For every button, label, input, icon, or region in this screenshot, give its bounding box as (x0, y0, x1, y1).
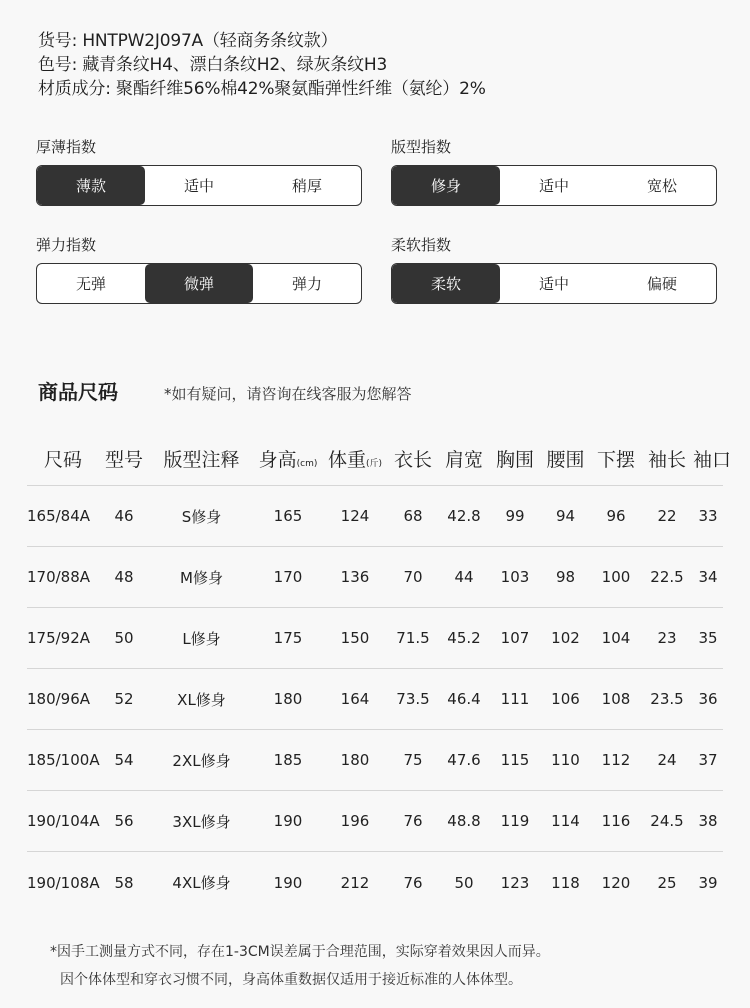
thickness-option-thin: 薄款 (37, 166, 145, 205)
cell-hem: 116 (601, 812, 631, 830)
cell-chest: 111 (500, 690, 530, 708)
cell-size: 165/84A (27, 507, 91, 525)
cell-hem: 120 (601, 873, 631, 892)
cell-sleeve-length: 22.5 (650, 568, 684, 586)
fit-selector (391, 165, 717, 206)
cell-cuff: 38 (698, 812, 718, 830)
cell-weight: 150 (340, 629, 370, 647)
cell-sleeve-length: 23 (657, 629, 677, 647)
cell-height: 180 (273, 690, 303, 708)
thickness-option-medium: 适中 (183, 177, 214, 195)
cell-chest: 115 (500, 751, 530, 769)
cell-shoulder: 46.4 (447, 690, 481, 708)
cell-chest: 119 (500, 812, 530, 830)
cell-cuff: 37 (698, 751, 718, 769)
header-hem: 下摆 (596, 449, 635, 471)
cell-fit-note: XL修身 (177, 690, 226, 709)
index-label: 柔软指数 (391, 236, 452, 254)
material-composition: 材质成分: 聚酯纤维56%棉42%聚氨酯弹性纤维（氨纶）2% (38, 79, 486, 99)
color-number: 色号: 藏青条纹H4、漂白条纹H2、绿灰条纹H3 (38, 55, 388, 75)
cell-length: 73.5 (396, 690, 430, 708)
size-section-header (38, 376, 412, 405)
cell-model: 52 (114, 690, 134, 708)
cell-shoulder: 48.8 (447, 812, 481, 830)
cell-hem: 100 (601, 568, 631, 586)
cell-hem: 104 (601, 629, 631, 647)
table-row (27, 486, 723, 547)
cell-fit-note: M修身 (180, 568, 223, 587)
cell-shoulder: 45.2 (447, 629, 481, 647)
cell-model: 58 (114, 873, 134, 892)
cell-fit-note: 4XL修身 (172, 874, 231, 892)
index-label: 版型指数 (391, 138, 452, 156)
cell-height: 185 (273, 751, 303, 769)
fit-option-regular: 适中 (538, 177, 569, 195)
cell-cuff: 36 (698, 690, 718, 708)
stretch-index (36, 235, 362, 304)
stretch-selector (36, 263, 362, 304)
header-shoulder: 肩宽 (444, 449, 483, 471)
header-weight-unit: (斤) (365, 459, 383, 469)
cell-model: 48 (114, 568, 134, 586)
cell-sleeve-length: 24.5 (650, 812, 684, 830)
table-row (27, 608, 723, 669)
cell-model: 46 (114, 507, 134, 525)
cell-shoulder: 42.8 (447, 507, 481, 525)
cell-waist: 118 (551, 873, 580, 892)
cell-sleeve-length: 25 (657, 873, 677, 892)
cell-cuff: 35 (698, 629, 718, 647)
fit-index (391, 137, 717, 206)
cell-size: 190/108A (27, 873, 100, 892)
footnotes (50, 938, 550, 994)
size-section-note: *如有疑问，请咨询在线客服为您解答 (164, 385, 412, 403)
cell-hem: 108 (601, 690, 631, 708)
cell-height: 170 (273, 568, 303, 586)
cell-fit-note: L修身 (182, 629, 221, 648)
cell-waist: 94 (555, 507, 576, 525)
cell-waist: 110 (551, 751, 580, 769)
fit-option-slim: 修身 (392, 166, 500, 205)
cell-size: 185/100A (27, 751, 100, 769)
cell-weight: 180 (340, 751, 370, 769)
cell-shoulder: 44 (454, 568, 474, 586)
table-row (27, 730, 723, 791)
cell-cuff: 39 (698, 873, 718, 892)
header-size: 尺码 (43, 449, 82, 471)
header-weight (322, 445, 388, 472)
product-info (38, 29, 486, 101)
cell-model: 50 (114, 629, 134, 647)
softness-option-hard: 偏硬 (646, 275, 677, 293)
cell-waist: 114 (551, 812, 580, 830)
cell-length: 75 (403, 751, 423, 769)
softness-index (391, 235, 717, 304)
cell-length: 68 (403, 507, 423, 525)
header-sleeve-length: 袖长 (647, 449, 686, 471)
softness-option-medium: 适中 (538, 275, 569, 293)
header-chest: 胸围 (495, 449, 534, 471)
stretch-option-none: 无弹 (75, 275, 106, 293)
cell-weight: 136 (340, 568, 370, 586)
header-height-unit: (cm) (296, 459, 318, 469)
cell-cuff: 34 (698, 568, 718, 586)
cell-weight: 212 (340, 873, 370, 892)
cell-sleeve-length: 24 (657, 751, 677, 769)
fit-option-loose: 宽松 (646, 177, 677, 195)
cell-fit-note: S修身 (181, 507, 222, 526)
size-table (27, 432, 732, 913)
softness-selector (391, 263, 717, 304)
thickness-index (36, 137, 362, 206)
cell-shoulder: 47.6 (447, 751, 481, 769)
cell-weight: 124 (340, 507, 370, 525)
header-model: 型号 (104, 449, 143, 471)
stretch-option-stretchy: 弹力 (291, 275, 322, 293)
item-number: 货号: HNTPW2J097A（轻商务条纹款） (38, 31, 338, 51)
cell-model: 56 (114, 812, 134, 830)
softness-option-soft: 柔软 (392, 264, 500, 303)
cell-size: 180/96A (27, 690, 91, 708)
header-waist: 腰围 (546, 449, 585, 471)
header-length: 衣长 (393, 449, 432, 471)
cell-cuff: 33 (698, 507, 718, 525)
cell-weight: 164 (340, 690, 370, 708)
cell-shoulder: 50 (454, 873, 474, 892)
table-row (27, 791, 723, 852)
index-label: 厚薄指数 (36, 138, 97, 156)
footnote-body-type: 因个体体型和穿衣习惯不同，身高体重数据仅适用于接近标准的人体体型。 (60, 972, 522, 988)
cell-size: 170/88A (27, 568, 91, 586)
cell-height: 175 (273, 629, 303, 647)
cell-sleeve-length: 22 (657, 507, 677, 525)
footnote-measurement: *因手工测量方式不同，存在1-3CM误差属于合理范围，实际穿着效果因人而异。 (50, 944, 550, 960)
cell-hem: 96 (606, 507, 626, 525)
cell-length: 71.5 (396, 629, 430, 647)
cell-height: 190 (273, 812, 303, 830)
thickness-selector (36, 165, 362, 206)
index-label: 弹力指数 (36, 236, 97, 254)
table-header-row (27, 432, 732, 486)
header-height-label: 身高 (258, 449, 297, 471)
cell-model: 54 (114, 751, 134, 769)
cell-length: 76 (403, 873, 423, 892)
cell-size: 175/92A (27, 629, 91, 647)
cell-fit-note: 2XL修身 (172, 751, 231, 770)
header-cuff: 袖口 (693, 449, 732, 471)
header-weight-label: 体重 (327, 449, 366, 471)
header-fit-note: 版型注释 (163, 449, 240, 471)
cell-sleeve-length: 23.5 (650, 690, 684, 708)
table-row (27, 547, 723, 608)
table-body (27, 486, 723, 913)
header-height (254, 445, 322, 472)
cell-length: 70 (403, 568, 423, 586)
table-row (27, 669, 723, 730)
cell-height: 165 (273, 507, 303, 525)
size-section-title: 商品尺码 (38, 380, 118, 404)
cell-height: 190 (273, 873, 303, 892)
cell-chest: 103 (500, 568, 530, 586)
stretch-option-slight: 微弹 (145, 264, 253, 303)
cell-waist: 102 (551, 629, 580, 647)
cell-weight: 196 (340, 812, 370, 830)
cell-length: 76 (403, 812, 423, 830)
thickness-option-thick: 稍厚 (291, 177, 322, 195)
cell-waist: 98 (555, 568, 576, 586)
cell-size: 190/104A (27, 812, 100, 830)
cell-chest: 99 (505, 507, 525, 525)
cell-chest: 123 (500, 873, 530, 892)
cell-hem: 112 (601, 751, 631, 769)
cell-fit-note: 3XL修身 (172, 812, 231, 831)
cell-chest: 107 (500, 629, 530, 647)
cell-waist: 106 (551, 690, 580, 708)
table-row (27, 852, 723, 913)
